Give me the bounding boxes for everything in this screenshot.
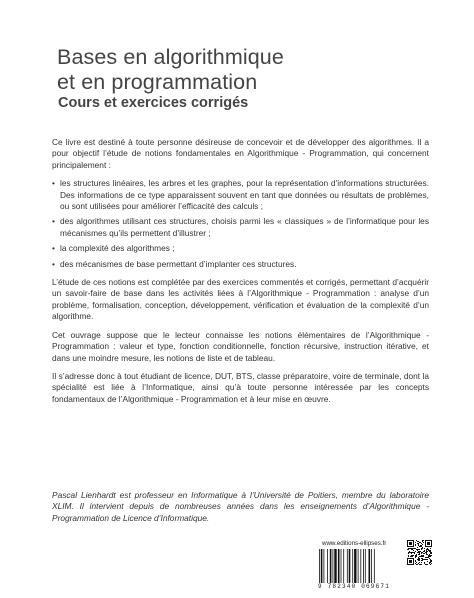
publisher-website[interactable]: www.editions-ellipses.fr	[322, 540, 387, 547]
exercises-paragraph: L’étude de ces notions est complétée par des exercices commentés et corrigés, permettant d’acquérir un savoir-faire de base dans les activités liées à l’Algorithmique - Programmation : analyse d’un problème, formalisation, conception, développement, vérification et évaluation de la complexité d’un algorithme.	[52, 277, 429, 322]
book-subtitle: Cours et exercices corrigés	[58, 95, 249, 111]
author-bio: Pascal Lienhardt est professeur en Informatique à l’Université de Poitiers, membre du laboratoire XLIM. Il intervient depuis de nombreuses années dans les enseignements d’Algorithmique - Programmation de Licence d’Informatique.	[52, 490, 429, 523]
book-title-line-1: Bases en algorithmique	[57, 45, 284, 69]
book-title	[57, 45, 284, 95]
prerequisites-paragraph: Cet ouvrage suppose que le lecteur connaisse les notions élémentaires de l’Algorithmique - Programmation : valeur et type, fonction conditionnelle, fonction récursive, instruction itérative, et dans une moindre mesure, les notions de liste et de tableau.	[52, 329, 429, 363]
topics-list-item: • des algorithmes utilisant ces structures, choisis parmi les « classiques » de l’informatique pour les mécanismes qu’ils permettent d’illustrer ;	[52, 216, 429, 239]
topics-list-item: • les structures linéaires, les arbres et les graphes, pour la représentation d’informations structurées. Des informations de ce type apparaissent souvent en tant que données ou résultats de problèmes, ou sont utilisées pour améliorer l’efficacité des calculs ;	[52, 178, 429, 212]
isbn-number: 9 782340 069671	[318, 583, 391, 590]
topics-list	[52, 178, 429, 270]
description	[52, 137, 429, 412]
audience-paragraph: Il s’adresse donc à tout étudiant de licence, DUT, BTS, classe préparatoire, voire de terminale, dont la spécialité est liée à l’Informatique, ainsi qu’à toute personne intéressée par les concepts fondamentaux de l’Algorithmique - Programmation et à leur mise en œuvre.	[52, 370, 429, 404]
topics-list-item: • la complexité des algorithmes ;	[52, 243, 429, 254]
book-title-line-2: et en programmation	[57, 70, 258, 94]
intro-paragraph: Ce livre est destiné à toute personne désireuse de concevoir et de développer des algorithmes. Il a pour objectif l’étude de notions fondamentales en Algorithmique - Programmation, qui concernent principalement :	[52, 137, 429, 170]
qr-code-icon	[407, 540, 432, 565]
barcode-icon	[318, 549, 400, 583]
topics-list-item: • des mécanismes de base permettant d’implanter ces structures.	[52, 259, 429, 270]
